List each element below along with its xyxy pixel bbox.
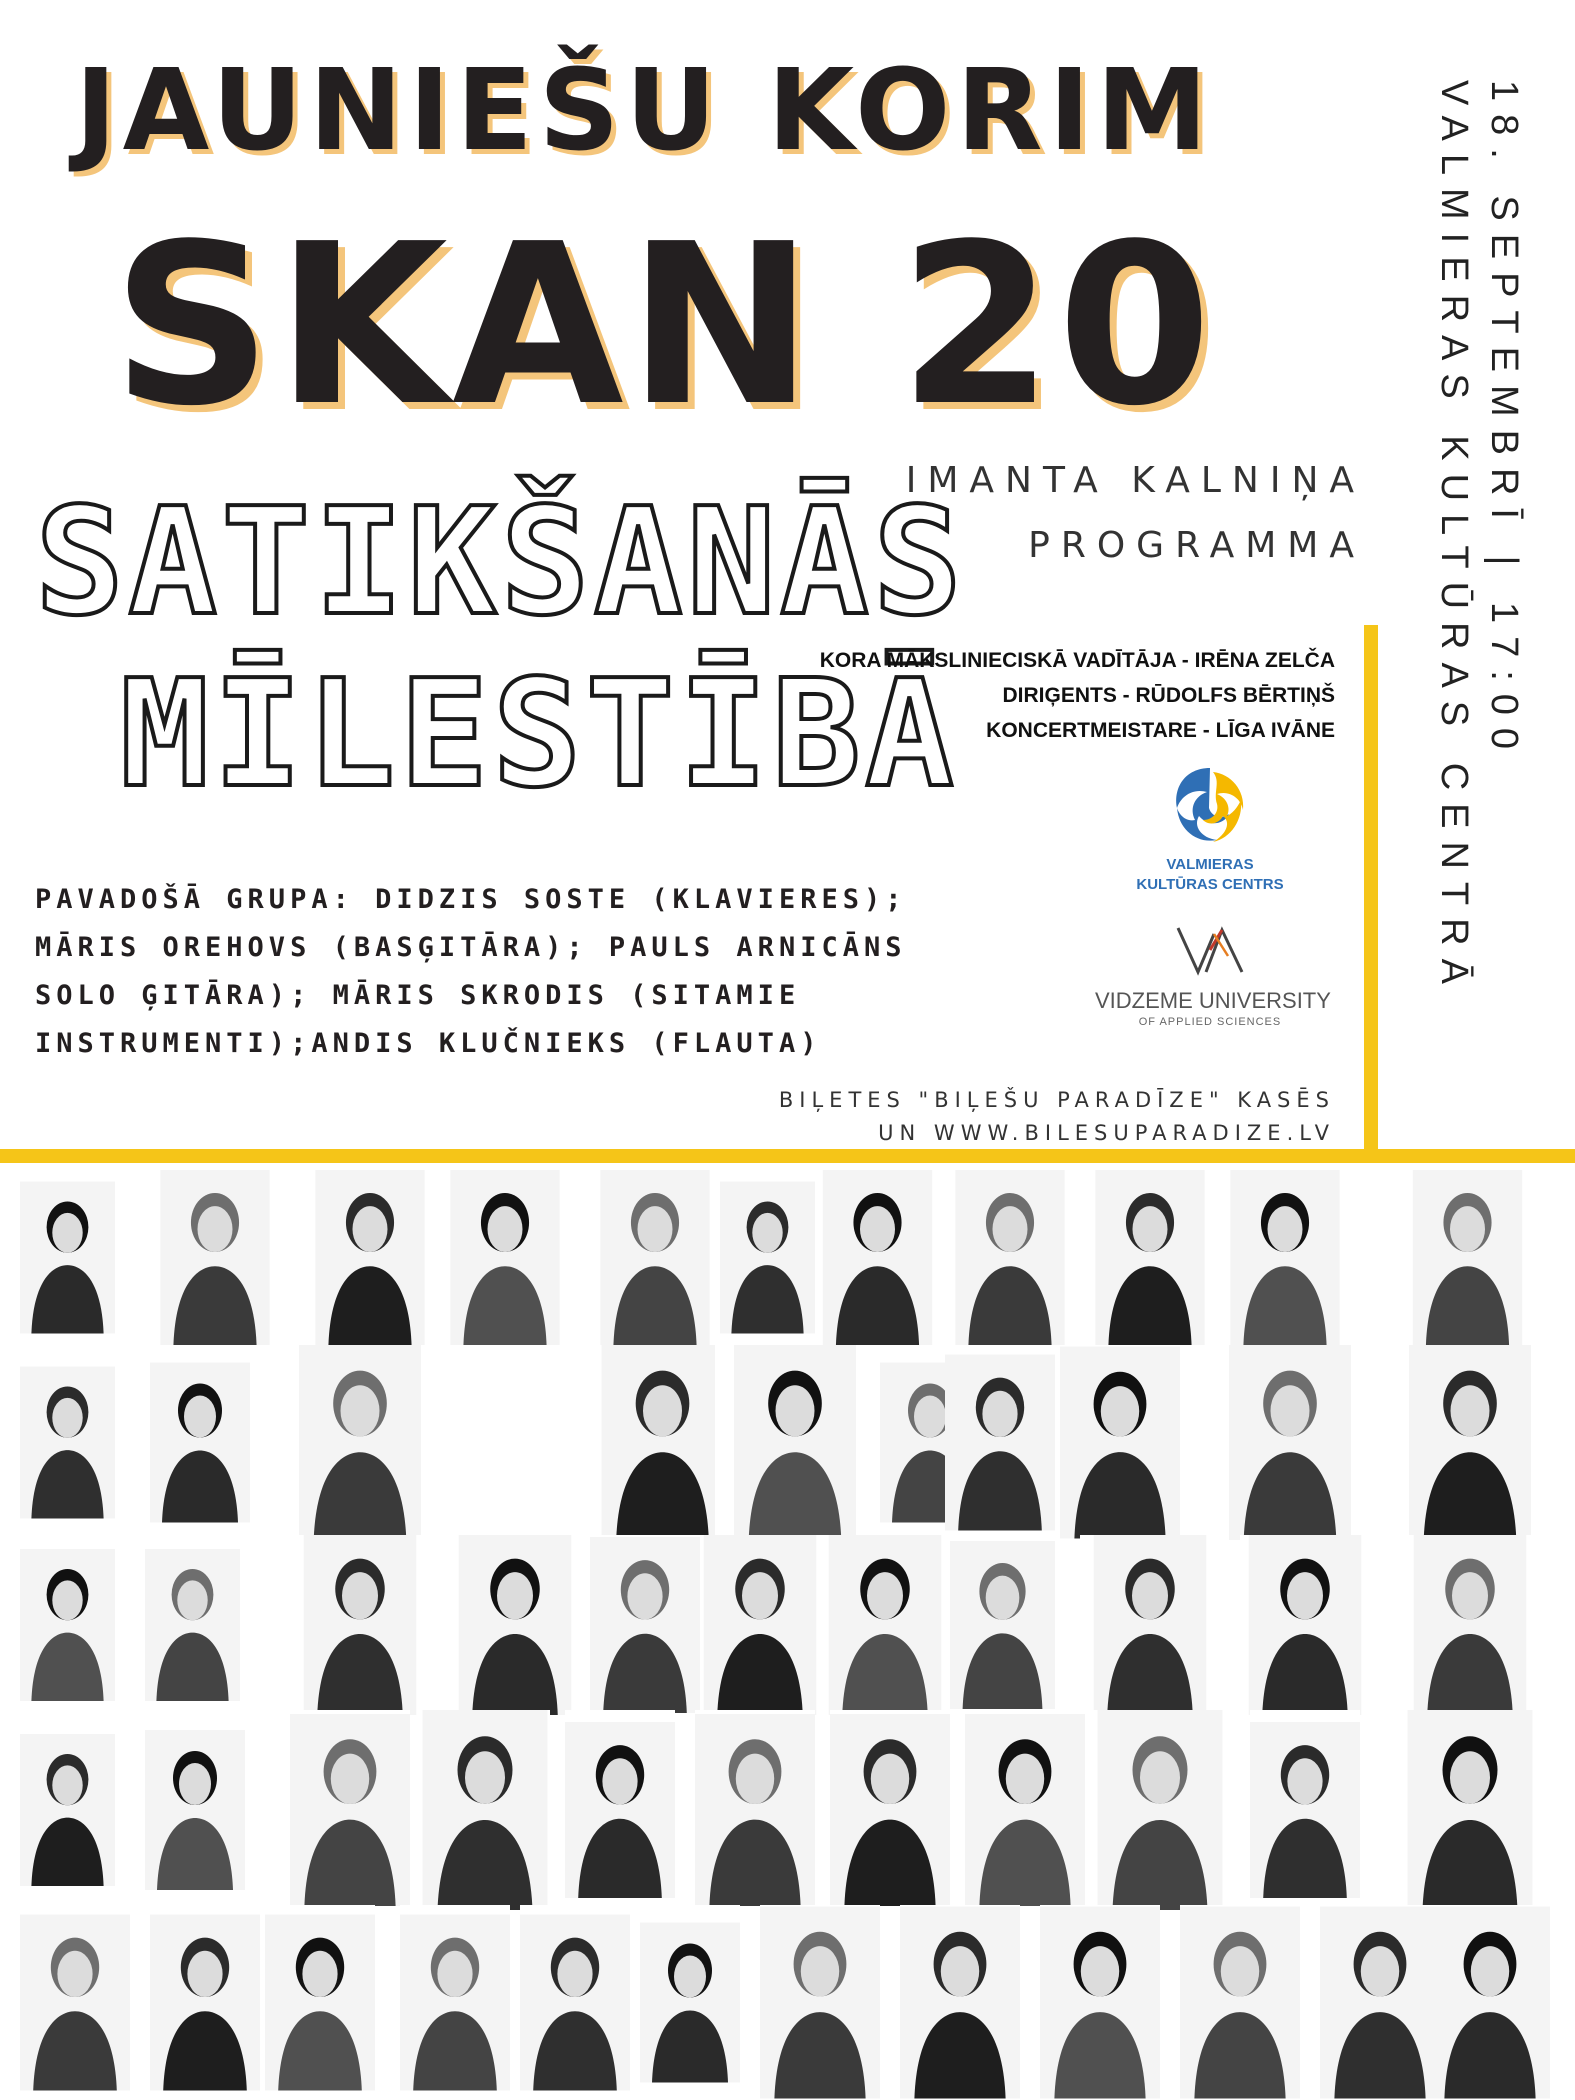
choir-member-photo [830,1710,950,1910]
choir-member-photo [1240,1535,1370,1715]
choir-member-photo [1085,1710,1235,1910]
event-venue: VALMIERAS KULTŪRAS CENTRĀ [1433,80,1475,997]
choir-member-photo [265,1345,455,1540]
valmieras-kulturas-centrs-logo [1130,760,1290,894]
choir-member-photo [1180,1905,1300,2100]
vu-logo-line-1: VIDZEME UNIVERSITY [1095,988,1331,1013]
event-date-time: 18. SEPTEMBRĪ | 17:00 [1483,80,1525,763]
choir-member-photo [695,1710,815,1910]
credit-artistic-director: KORA MĀKSLINIECISKĀ VADĪTĀJA - IRĒNA ZELČA [819,649,1335,672]
choir-member-photo [1225,1345,1355,1540]
choir-member-photo [20,1170,115,1345]
choir-member-photo [1225,1170,1345,1345]
title-line-2: SKAN 20 [112,197,1216,455]
choir-member-photo [1395,1170,1540,1345]
choir-member-photo [1250,1710,1360,1910]
choir-member-photo [565,1710,675,1910]
band-line-2: MĀRIS OREHOVS (BASĢITĀRA); PAULS ARNICĀNS [35,932,907,963]
band-line-4: INSTRUMENTI);ANDIS KLUČNIEKS (FLAUTA) [35,1028,822,1059]
choir-member-photo [1040,1905,1160,2100]
event-details-vertical [1390,80,1570,1100]
vidzeme-university-emblem-icon [1170,920,1250,980]
choir-member-photo [700,1535,820,1715]
choir-member-photo [720,1170,815,1345]
choir-member-photo [760,1905,880,2100]
choir-member-photo [145,1535,240,1715]
choir-member-photo [280,1535,440,1715]
choir-member-photo [900,1905,1020,2100]
band-line-1: PAVADOŠĀ GRUPA: DIDZIS SOSTE (KLAVIERES); [35,884,907,915]
choir-member-photo [20,1345,115,1540]
band-line-3: SOLO ĢITĀRA); MĀRIS SKRODIS (SITAMIE [35,980,801,1011]
choir-member-photo [1395,1345,1545,1540]
concert-name-line-2: MĪLESTĪBĀ [120,648,958,820]
choir-member-photo [290,1710,410,1910]
choir-member-photo [945,1345,1055,1540]
choir-member-photo [305,1170,435,1345]
credit-conductor: DIRIĢENTS - RŪDOLFS BĒRTIŅŠ [1002,684,1335,707]
choir-member-photo [820,1170,935,1345]
choir-member-photo [1395,1710,1545,1910]
vkc-logo-line-2: KULTŪRAS CENTRS [1136,876,1284,893]
choir-member-photo [20,1535,115,1715]
ticket-url[interactable]: UN WWW.BILESUPARADIZE.LV [878,1121,1335,1145]
accent-horizontal-line [0,1149,1575,1163]
concert-name-line-1: SATIKŠANĀS [35,476,967,648]
vkc-emblem-icon [1165,760,1255,850]
choir-member-photo [590,1535,700,1715]
choir-member-photo [265,1905,375,2100]
accompanying-band [35,876,906,1068]
accent-vertical-line [1364,625,1378,1150]
ticket-line-1: BIĻETES "BIĻEŠU PARADĪZE" KASĒS [778,1088,1335,1112]
choir-member-photo [150,1345,250,1540]
choir-member-photo [950,1535,1055,1715]
program-line-2: PROGRAMMA [1028,525,1365,566]
choir-member-photo [1430,1905,1550,2100]
choir-member-photo [445,1170,565,1345]
credits-block [820,643,1335,748]
ticket-info [779,1084,1335,1150]
credit-accompanist: KONCERTMEISTARE - LĪGA IVĀNE [986,719,1335,742]
choir-member-photo [450,1535,580,1715]
vkc-logo-line-1: VALMIERAS [1166,856,1254,873]
choir-member-photo [20,1905,130,2100]
choir-member-photo [1080,1535,1220,1715]
choir-member-photo [640,1905,740,2100]
choir-member-photo [965,1710,1085,1910]
choir-member-photo [1320,1905,1440,2100]
choir-member-photo [400,1905,510,2100]
choir-member-photo [1060,1345,1180,1540]
vu-logo-line-2: OF APPLIED SCIENCES [1138,1016,1282,1028]
choir-member-photo [150,1905,260,2100]
choir-member-photo [155,1170,275,1345]
choir-member-photo [1400,1535,1540,1715]
choir-member-photo [20,1710,115,1910]
choir-member-photo [590,1170,720,1345]
choir-member-photo [145,1710,245,1910]
choir-member-photo [715,1345,875,1540]
program-line-1: IMANTA KALNIŅA [905,460,1365,501]
choir-member-photo [420,1710,550,1910]
choir-member-photo [820,1535,950,1715]
choir-member-photo [1090,1170,1210,1345]
title-line-1: JAUNIEŠU KORIM [75,46,1214,176]
choir-photo-collage [0,1170,1575,2100]
choir-member-photo [600,1345,725,1540]
vidzeme-university-logo [1095,920,1331,1028]
choir-member-photo [520,1905,630,2100]
choir-member-photo [950,1170,1070,1345]
